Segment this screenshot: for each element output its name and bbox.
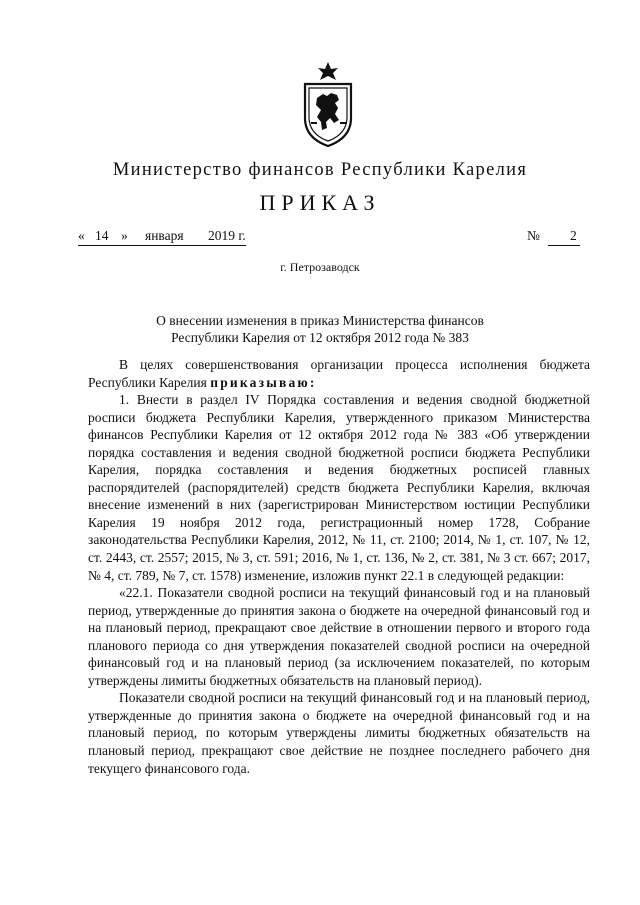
date-quote-open: « [78, 228, 85, 243]
number-underline [548, 245, 580, 246]
intro-text: В целях совершенствования организации процесса исполнения бюджета Республики Карелия [88, 357, 590, 390]
date-year: 2019 г. [208, 228, 246, 243]
intro-action: приказываю: [210, 374, 317, 390]
item-1-paragraph: 1. Внести в раздел IV Порядка составления и ведения сводной бюджетной росписи бюджета Республики Карелия, утвержденного приказом Министерства финансов Республики Карелия от 12 октября 2012 года № 383 «Об утверждении порядка составления и ведения сводной бюджетной росписи бюджета Республики Карелия, порядка составления и ведения бюджетных росписей главных распорядителей (распорядителей) средств бюджета Республики Карелия, включая внесение изменений в них (зарегистрирован Министерством юстиции Республики Карелия 19 ноября 2012 года, регистрационный номер 1728, Собрание законодательства Республики Карелия, 2012, № 11, ст. 2100; 2014, № 1, ст. 107, № 12, ст. 2443, ст. 2557; 2015, № 3, ст. 591; 2016, № 1, ст. 136, № 2, ст. 381, № 3 ст. 667; 2017, № 4, ст. 789, № 7, ст. 1578) изменение, изложив пункт 22.1 в следующей редакции: [88, 392, 590, 583]
intro-paragraph [88, 356, 590, 391]
subject-line-1: О внесении изменения в приказ Министерства финансов [156, 313, 484, 328]
order-title: ПРИКАЗ [259, 190, 381, 215]
ministry-name: Министерство финансов Республики Карелия [112, 160, 528, 180]
karelia-coat-of-arms-icon [297, 60, 359, 148]
order-number-label: № [527, 228, 540, 243]
order-number: 2 [570, 228, 577, 243]
date-month: января [145, 228, 184, 243]
para-22-1: «22.1. Показатели сводной росписи на текущий финансовый год и на плановый период, утвержденные до принятия закона о бюджете на очередной финансовый год и на плановый период, прекращают свое действие в отношении первого и второго года планового периода со дня утверждения показателей сводной росписи на очередной финансовый год и на плановый период (за исключением показателей, по которым утверждены лимиты бюджетных обязательств на плановый период). [88, 585, 590, 688]
order-subject [120, 312, 520, 346]
date-day: 14 [95, 228, 109, 243]
date-underline [78, 245, 246, 246]
order-body [88, 356, 590, 777]
city: г. Петрозаводск [280, 260, 360, 274]
para-2: Показатели сводной росписи на текущий финансовый год и на плановый период, утвержденные до принятия закона о бюджете на очередной финансовый год и на плановый период, по которым утверждены лимиты бюджетных обязательств на плановый период, прекращают свое действие не позднее последнего рабочего дня текущего финансового года. [88, 690, 590, 776]
subject-line-2: Республики Карелия от 12 октября 2012 года № 383 [171, 330, 469, 345]
order-date-number-row [78, 228, 578, 248]
date-quote-close: » [121, 228, 128, 243]
